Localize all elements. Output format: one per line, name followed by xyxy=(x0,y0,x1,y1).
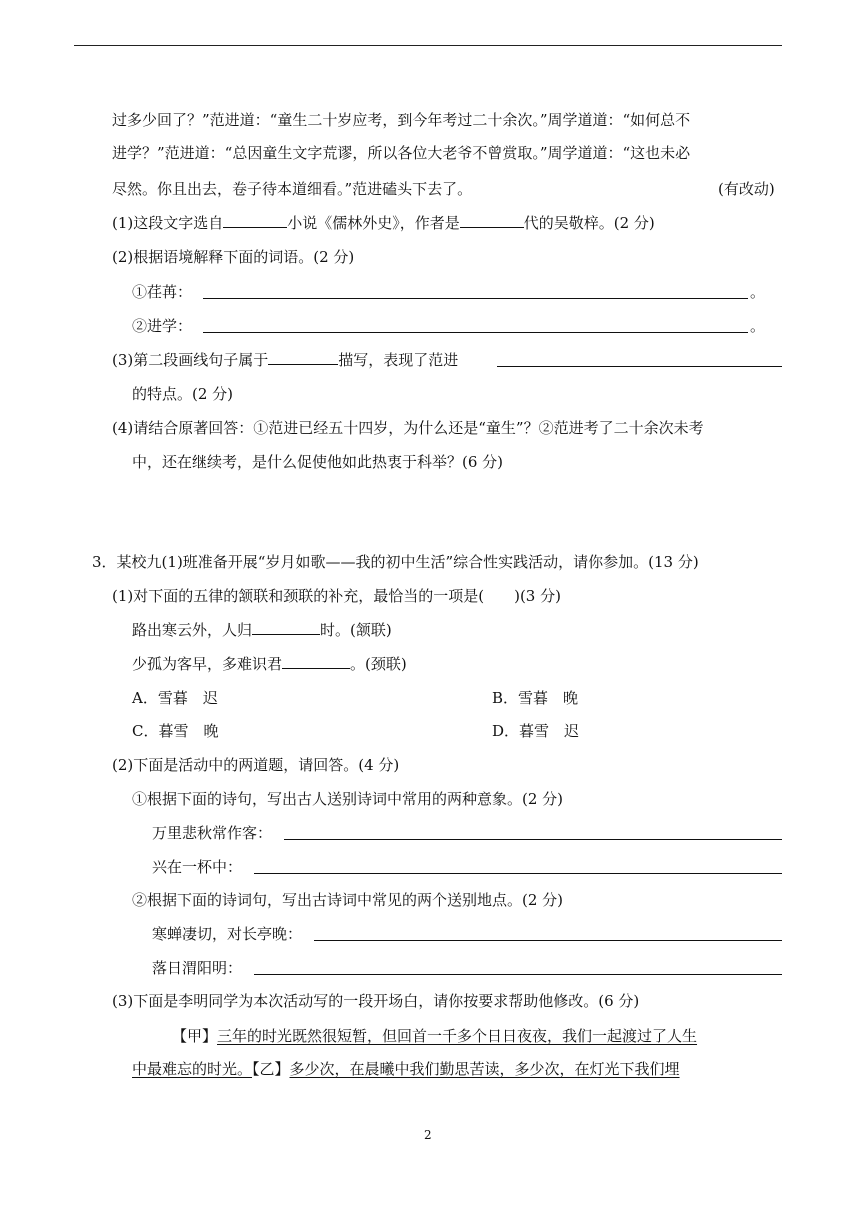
q3-option-b[interactable]: B．雪暮 晚 xyxy=(492,689,579,707)
q3-sub3: (3)下面是李明同学为本次活动写的一段开场白，请你按要求帮助他修改。(6 分) xyxy=(112,992,640,1010)
page-number: 2 xyxy=(424,1128,432,1142)
q3-option-d[interactable]: D．暮雪 迟 xyxy=(492,722,580,740)
q3-sub2-item2-a-label: 寒蝉凄切，对长亭晚： xyxy=(152,925,303,943)
q2-sub1-blank-dynasty[interactable] xyxy=(460,213,524,228)
q3-poem-line-1 xyxy=(132,620,392,640)
passage-line-2: 进学？”范进道：“总因童生文字荒谬，所以各位大老爷不曾赏取。”周学道道：“这也未必 xyxy=(112,144,691,162)
q3-option-c[interactable]: C．暮雪 晚 xyxy=(132,722,219,740)
q3-sub2-item1-a-label: 万里悲秋常作客： xyxy=(152,824,273,842)
q3-sub1: (1)对下面的五律的颔联和颈联的补充，最恰当的一项是( )(3 分) xyxy=(112,587,561,605)
q3-poem-line-2-a: 少孤为客早，多难识君 xyxy=(132,655,283,673)
q2-sub2-item2-answer-line[interactable] xyxy=(203,332,748,333)
q3-sub2-item1: ①根据下面的诗句，写出古人送别诗词中常用的两种意象。(2 分) xyxy=(132,790,564,808)
q2-sub3-blank-type[interactable] xyxy=(268,350,338,365)
paragraph-sentence-jia-part2: 中最难忘的时光。 xyxy=(132,1060,253,1078)
passage-line-1: 过多少回了？”范进道：“童生二十岁应考，到今年考过二十余次。”周学道道：“如何总不 xyxy=(112,111,691,129)
q2-sub3-answer-line[interactable] xyxy=(497,366,782,367)
q3-sub2-item2-b-label: 落日渭阳明： xyxy=(152,959,243,977)
paragraph-marker-yi: 【乙】 xyxy=(252,1060,290,1078)
q3-poem-blank-1[interactable] xyxy=(252,620,320,635)
q2-sub2-item2-end: 。 xyxy=(750,317,766,335)
q2-sub2-item1-end: 。 xyxy=(750,283,766,301)
q3-sub2-item1-b-answer-line[interactable] xyxy=(254,873,782,874)
q2-sub2-item1-answer-line[interactable] xyxy=(203,298,748,299)
paragraph-sentence-yi: 多少次，在晨曦中我们勤思苦读，多少次，在灯光下我们埋 xyxy=(289,1060,680,1078)
header-rule xyxy=(74,45,782,46)
q3-option-a[interactable]: A．雪暮 迟 xyxy=(132,689,218,707)
q2-sub1-text-b: 小说《儒林外史》，作者是 xyxy=(287,214,460,232)
q2-sub2: (2)根据语境解释下面的词语。(2 分) xyxy=(112,248,355,266)
q2-sub1-blank-genre[interactable] xyxy=(223,213,287,228)
q3-poem-line-2-b: 。(颈联) xyxy=(350,655,407,673)
q2-sub3-text-c: 的特点。(2 分) xyxy=(132,385,234,403)
q2-sub1-text-c: 代的吴敬梓。(2 分) xyxy=(523,214,655,232)
q2-sub4-line-1: (4)请结合原著回答：①范进已经五十四岁，为什么还是“童生”？②范进考了二十余次未考 xyxy=(112,419,704,437)
passage-line-3: 尽然。你且出去，卷子待本道细看。”范进磕头下去了。 xyxy=(112,180,473,198)
q2-sub3-text-a: (3)第二段画线句子属于 xyxy=(112,351,269,369)
q2-sub4-line-2: 中，还在继续考，是什么促使他如此热衷于科举？(6 分) xyxy=(132,453,504,471)
q3-poem-line-1-a: 路出寒云外，人归 xyxy=(132,621,253,639)
q3-sub2-item2-a-answer-line[interactable] xyxy=(314,940,782,941)
q3-poem-line-1-b: 时。(颔联) xyxy=(320,621,392,639)
q2-sub1 xyxy=(112,213,655,233)
q3-sub2-item2-b-answer-line[interactable] xyxy=(254,974,782,975)
q3-poem-line-2 xyxy=(132,654,407,674)
q2-sub1-text-a: (1)这段文字选自 xyxy=(112,214,224,232)
q3-sub2: (2)下面是活动中的两道题，请回答。(4 分) xyxy=(112,756,400,774)
q3-poem-blank-2[interactable] xyxy=(282,654,350,669)
q3-paragraph-line-2 xyxy=(132,1059,680,1079)
q2-sub3 xyxy=(112,350,458,370)
paragraph-marker-jia: 【甲】 xyxy=(172,1027,218,1045)
q3-paragraph-line-1 xyxy=(172,1026,697,1046)
q3-sub2-item1-b-label: 兴在一杯中： xyxy=(152,858,243,876)
q3-title: 3．某校九(1)班准备开展“岁月如歌——我的初中生活”综合性实践活动，请你参加。(13 分) xyxy=(92,553,699,571)
q2-sub2-item1-label: ①荏苒： xyxy=(132,283,193,301)
q3-sub2-item2: ②根据下面的诗词句，写出古诗词中常见的两个送别地点。(2 分) xyxy=(132,891,564,909)
q2-sub3-text-b: 描写，表现了范进 xyxy=(338,351,459,369)
paragraph-sentence-jia-part1: 三年的时光既然很短暂，但回首一千多个日日夜夜，我们一起渡过了人生 xyxy=(217,1027,698,1045)
q3-sub2-item1-a-answer-line[interactable] xyxy=(284,839,782,840)
q2-sub2-item2-label: ②进学： xyxy=(132,317,193,335)
adaptation-note: (有改动) xyxy=(718,180,775,198)
